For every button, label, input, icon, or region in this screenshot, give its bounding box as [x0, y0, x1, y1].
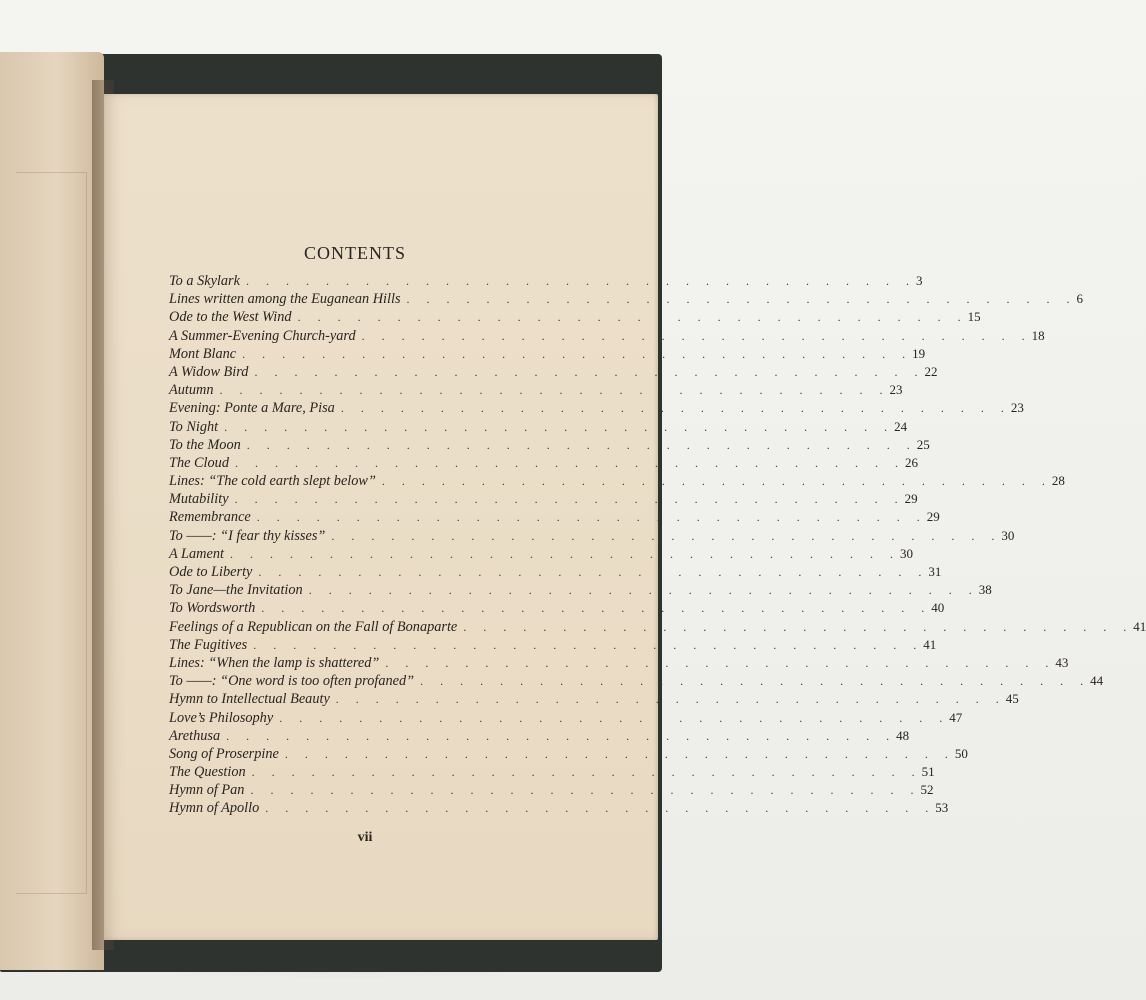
toc-entry [169, 381, 903, 399]
toc-entry-title: To a Skylark [169, 273, 240, 289]
toc-entry-page: 25 [916, 436, 930, 452]
toc-entry-page: 22 [924, 363, 938, 379]
toc-entry-page: 31 [928, 564, 942, 579]
dot-leader: . . . . . . . . . . . . . . . . . . . . . . . . . . . . . . . . . . [254, 364, 925, 379]
toc-entry-page: 44 [1090, 673, 1104, 689]
dot-leader: . . . . . . . . . . . . . . . . . . . . . . . . . . . . . . . . . . [226, 728, 897, 743]
toc-entry [169, 709, 963, 727]
dot-leader: . . . . . . . . . . . . . . . . . . . . . . . . . . . . . . . . . . [308, 583, 979, 598]
toc-entry [169, 690, 1019, 708]
toc-entry-page: 23 [889, 382, 903, 398]
toc-entry-title: Remembrance [169, 509, 251, 526]
toc-entry-title: Mont Blanc [169, 345, 237, 362]
left-page-frame [16, 172, 87, 894]
toc-entry [169, 272, 923, 290]
toc-entry-title: A Summer-Evening Church-yard [169, 327, 356, 344]
toc-entry-title: The Fugitives [169, 636, 248, 653]
dot-leader: . . . . . . . . . . . . . . . . . . . . . . . . . . . . . . . . . . [265, 801, 936, 816]
dot-leader: . . . . . . . . . . . . . . . . . . . . . . . . . . . . . . . . . . [463, 619, 1134, 634]
dot-leader: . . . . . . . . . . . . . . . . . . . . . . . . . . . . . . . . . . [251, 765, 922, 780]
dot-leader: . . . . . . . . . . . . . . . . . . . . . . . . . . . . . . . . . . [219, 383, 890, 398]
toc-entry [169, 599, 945, 617]
toc-entry-page: 48 [896, 727, 910, 743]
dot-leader: . . . . . . . . . . . . . . . . . . . . . . . . . . . . . . . . . . [234, 455, 905, 470]
dot-leader: . . . . . . . . . . . . . . . . . . . . . . . . . . . . . . . . . . [297, 310, 968, 325]
toc-entry-title: Hymn of Apollo [169, 800, 260, 817]
toc-entry-page: 52 [920, 782, 934, 798]
dot-leader: . . . . . . . . . . . . . . . . . . . . . . . . . . . . . . . . . . [261, 601, 932, 616]
toc-entry-page: 41 [923, 636, 937, 652]
toc-entry-title: Ode to Liberty [169, 564, 253, 580]
toc-entry-page: 19 [912, 345, 926, 361]
toc-entry-page: 50 [954, 745, 968, 761]
toc-entry [169, 636, 937, 654]
toc-entry-page: 23 [1010, 400, 1024, 416]
left-page [0, 52, 104, 970]
toc-entry-title: To the Moon [169, 436, 241, 453]
toc-entry-page: 18 [1031, 327, 1045, 343]
toc-entry-page: 15 [967, 309, 981, 325]
toc-entry [169, 454, 918, 472]
dot-leader: . . . . . . . . . . . . . . . . . . . . . . . . . . . . . . . . . . [279, 710, 950, 725]
toc-entry [169, 727, 910, 745]
dot-leader: . . . . . . . . . . . . . . . . . . . . . . . . . . . . . . . . . . [253, 637, 924, 652]
toc-entry [169, 799, 949, 817]
toc-entry-title: A Widow Bird [169, 363, 249, 380]
dot-leader: . . . . . . . . . . . . . . . . . . . . . . . . . . . . . . . . . . [256, 510, 927, 525]
dot-leader: . . . . . . . . . . . . . . . . . . . . . . . . . . . . . . . . . . [224, 419, 895, 434]
table-of-contents [169, 272, 1146, 818]
toc-entry-page: 53 [935, 800, 949, 816]
toc-entry [169, 545, 913, 563]
dot-leader: . . . . . . . . . . . . . . . . . . . . . . . . . . . . . . . . . . [250, 783, 921, 798]
toc-entry-title: Autumn [169, 382, 214, 399]
toc-entry-page: 45 [1005, 691, 1019, 707]
toc-entry-page: 47 [949, 709, 963, 725]
toc-entry-title: A Lament [169, 545, 224, 562]
toc-entry [169, 472, 1065, 490]
toc-entry [169, 290, 1084, 308]
dot-leader: . . . . . . . . . . . . . . . . . . . . . . . . . . . . . . . . . . [385, 655, 1056, 670]
toc-entry [169, 618, 1146, 636]
toc-entry-page: 6 [1076, 291, 1084, 307]
contents-heading: CONTENTS [304, 243, 406, 263]
toc-entry-page: 29 [926, 509, 940, 525]
toc-entry-page: 24 [894, 418, 908, 434]
toc-entry-title: Mutability [169, 491, 229, 508]
toc-entry [169, 672, 1104, 690]
toc-entry [169, 308, 981, 326]
dot-leader: . . . . . . . . . . . . . . . . . . . . . . . . . . . . . . . . . . [234, 492, 905, 507]
toc-entry-title: To Night [169, 418, 219, 435]
dot-leader: . . . . . . . . . . . . . . . . . . . . . . . . . . . . . . . . . . [284, 746, 955, 761]
toc-entry-title: To Jane—the Invitation [169, 582, 303, 599]
dot-leader: . . . . . . . . . . . . . . . . . . . . . . . . . . . . . . . . . . [246, 437, 917, 452]
page-number: vii [357, 830, 373, 845]
toc-entry-page: 43 [1055, 654, 1069, 670]
toc-entry-page: 29 [904, 491, 918, 507]
toc-entry-title: Hymn to Intellectual Beauty [169, 691, 330, 708]
toc-entry [169, 527, 1015, 545]
toc-entry-page: 41 [1133, 618, 1146, 634]
dot-leader: . . . . . . . . . . . . . . . . . . . . . . . . . . . . . . . . . . [242, 346, 913, 361]
toc-entry-title: The Question [169, 764, 246, 781]
toc-entry [169, 581, 992, 599]
toc-entry-page: 3 [915, 273, 923, 288]
dot-leader: . . . . . . . . . . . . . . . . . . . . . . . . . . . . . . . . . . [229, 546, 900, 561]
dot-leader: . . . . . . . . . . . . . . . . . . . . . . . . . . . . . . . . . . [361, 328, 1032, 343]
toc-entry [169, 345, 926, 363]
toc-entry [169, 508, 940, 526]
toc-entry-title: Lines: “The cold earth slept below” [169, 473, 376, 490]
toc-entry-page: 26 [904, 454, 918, 470]
toc-entry-page: 38 [978, 582, 992, 598]
toc-entry-title: Arethusa [169, 727, 221, 744]
toc-entry-title: Feelings of a Republican on the Fall of Bonaparte [169, 618, 458, 635]
toc-entry-title: To ——: “I fear thy kisses” [169, 527, 326, 544]
dot-leader: . . . . . . . . . . . . . . . . . . . . . . . . . . . . . . . . . . [406, 292, 1077, 307]
toc-entry [169, 654, 1069, 672]
toc-entry [169, 327, 1045, 345]
dot-leader: . . . . . . . . . . . . . . . . . . . . . . . . . . . . . . . . . . [245, 274, 916, 288]
toc-entry-page: 40 [931, 600, 945, 616]
toc-entry-title: The Cloud [169, 454, 229, 471]
toc-entry-page: 30 [1001, 527, 1015, 543]
toc-entry [169, 436, 930, 454]
toc-entry-page: 51 [921, 764, 935, 780]
toc-entry-title: Evening: Ponte a Mare, Pisa [169, 400, 335, 417]
dot-leader: . . . . . . . . . . . . . . . . . . . . . . . . . . . . . . . . . . [335, 692, 1006, 707]
toc-entry-title: Love’s Philosophy [169, 709, 274, 726]
toc-entry [169, 781, 934, 799]
toc-entry [169, 763, 935, 781]
toc-entry [169, 399, 1024, 417]
dot-leader: . . . . . . . . . . . . . . . . . . . . . . . . . . . . . . . . . . [420, 674, 1091, 689]
dot-leader: . . . . . . . . . . . . . . . . . . . . . . . . . . . . . . . . . . [340, 401, 1011, 416]
dot-leader: . . . . . . . . . . . . . . . . . . . . . . . . . . . . . . . . . . [258, 565, 929, 579]
toc-entry [169, 563, 942, 581]
toc-entry-title: Song of Proserpine [169, 745, 279, 762]
toc-entry [169, 490, 918, 508]
toc-entry [169, 363, 938, 381]
toc-entry-title: To Wordsworth [169, 600, 256, 617]
toc-entry-title: Ode to the West Wind [169, 309, 292, 326]
toc-entry-title: Lines: “When the lamp is shattered” [169, 654, 380, 671]
toc-entry [169, 418, 908, 436]
dot-leader: . . . . . . . . . . . . . . . . . . . . . . . . . . . . . . . . . . [331, 528, 1002, 543]
dot-leader: . . . . . . . . . . . . . . . . . . . . . . . . . . . . . . . . . . [381, 474, 1052, 489]
toc-entry-title: To ——: “One word is too often profaned” [169, 673, 415, 690]
toc-entry [169, 745, 968, 763]
toc-entry-page: 30 [899, 545, 913, 561]
toc-entry-page: 28 [1051, 473, 1065, 489]
toc-entry-title: Lines written among the Euganean Hills [169, 291, 401, 308]
toc-entry-title: Hymn of Pan [169, 782, 245, 799]
